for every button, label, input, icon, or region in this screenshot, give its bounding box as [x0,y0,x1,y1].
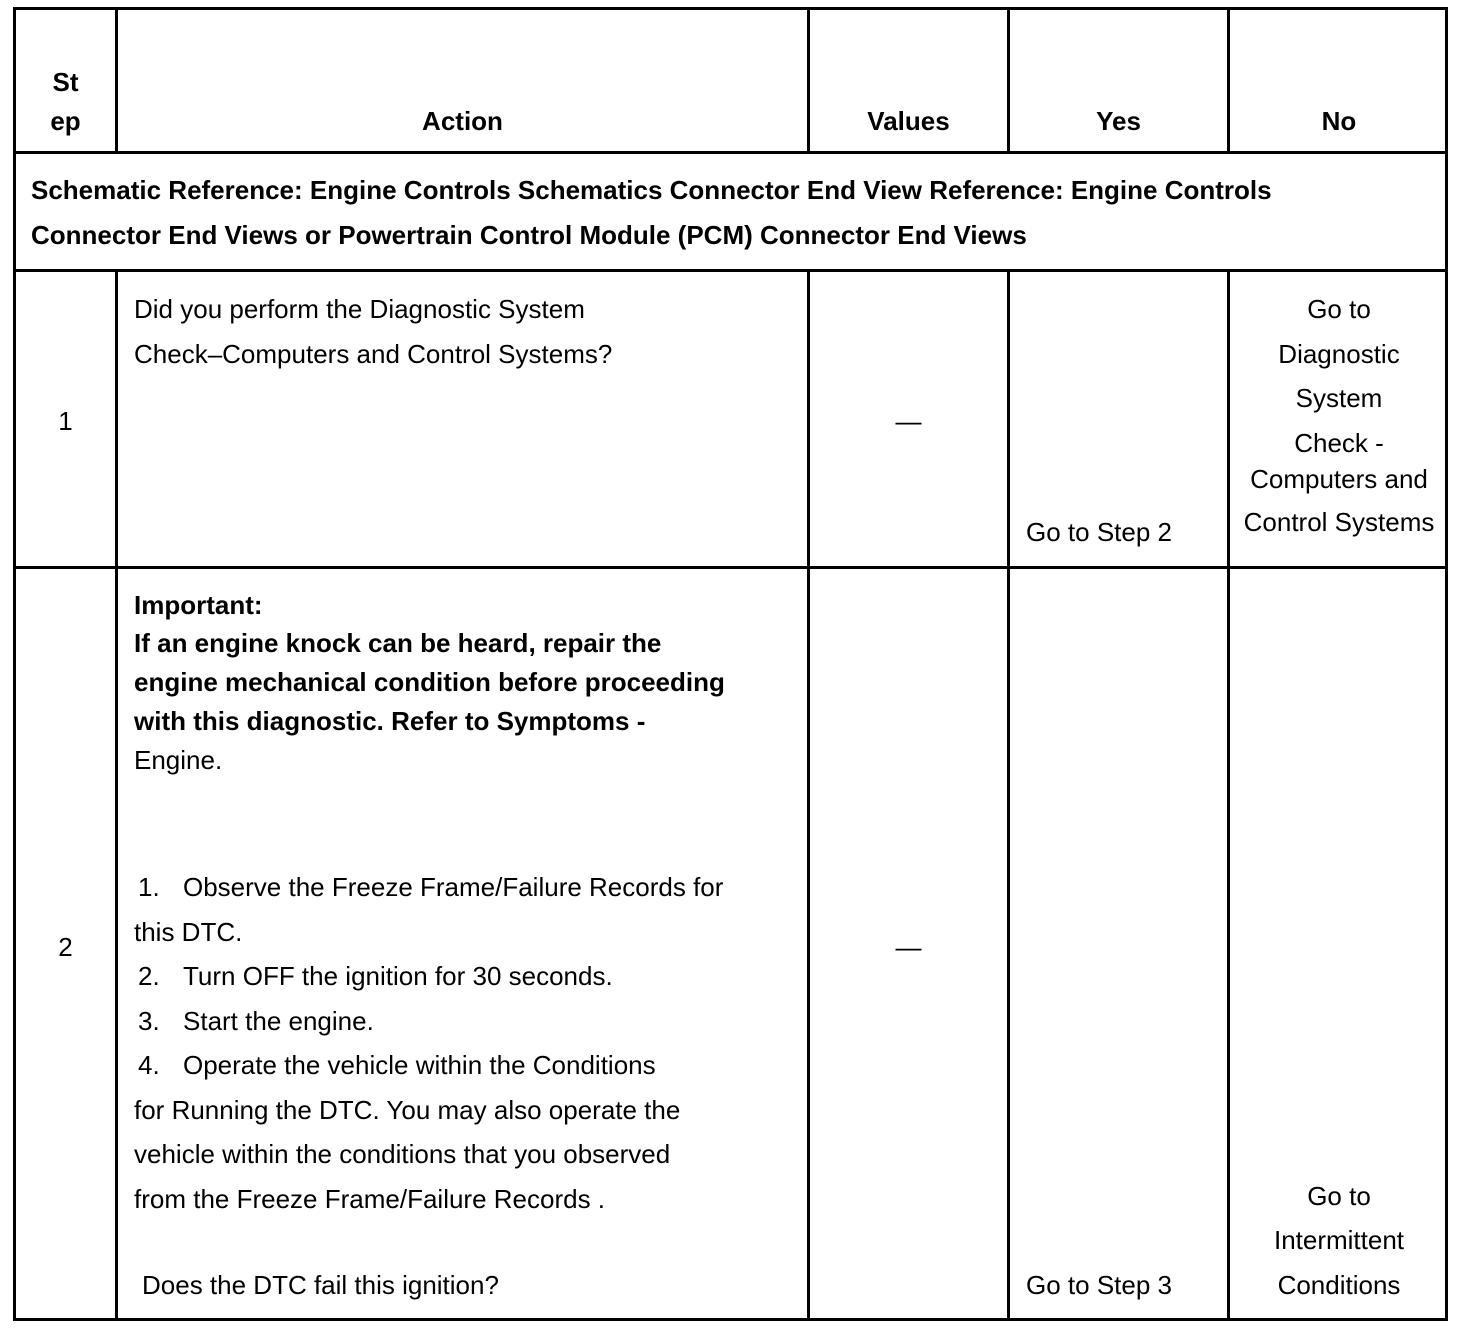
list-item-num-1: 1. [138,872,160,902]
row1-no-line2: Diagnostic [1278,339,1400,369]
header-no: No [1321,106,1357,136]
row2-step: 2 [58,932,73,962]
list-item-text-1: Observe the Freeze Frame/Failure Records for [183,872,724,902]
list-item-text-4b: for Running the DTC. You may also operate the [134,1095,681,1125]
row1-action-line2: Check–Computers and Control Systems? [134,339,613,369]
row2-yes: Go to Step 3 [1026,1270,1172,1300]
col-divider-values [1007,270,1010,1318]
list-item-num-4: 4. [138,1050,160,1080]
row1-no-line6: Control Systems [1243,507,1435,537]
row-divider [16,566,1445,569]
important-line-2: engine mechanical condition before proceeding [134,667,725,697]
important-line-4: Engine. [134,745,223,775]
row1-no-line1: Go to [1307,294,1371,324]
row2-no-line1: Go to [1307,1181,1371,1211]
reference-line-2: Connector End Views or Powertrain Control Module (PCM) Connector End Views [31,220,1027,250]
row1-values: — [895,406,922,436]
row2-values: — [895,932,922,962]
important-line-3: with this diagnostic. Refer to Symptoms - [134,706,646,736]
reference-line-1: Schematic Reference: Engine Controls Schematics Connector End View Reference: Engine Controls [31,175,1272,205]
col-divider-step [115,270,118,1318]
list-item-text-2: Turn OFF the ignition for 30 seconds. [183,961,613,991]
row1-no-line4: Check - [1294,428,1384,458]
list-item-text-4d: from the Freeze Frame/Failure Records . [134,1184,606,1214]
diagnostic-table [13,7,1448,1321]
row2-no-line3: Conditions [1277,1270,1401,1300]
important-line-1: If an engine knock can be heard, repair the [134,628,662,658]
row1-yes: Go to Step 2 [1026,517,1172,547]
row2-question: Does the DTC fail this ignition? [142,1270,499,1300]
row1-no-line3: System [1295,383,1383,413]
row1-step: 1 [58,406,73,436]
list-item-text-1b: this DTC. [134,917,243,947]
header-step-line2: ep [50,106,81,136]
reference-divider [16,269,1445,272]
list-item-num-3: 3. [138,1006,160,1036]
row1-action-line1: Did you perform the Diagnostic System [134,294,585,324]
header-action: Action [422,106,503,136]
row2-no-line2: Intermittent [1273,1225,1405,1255]
row1-no-line5: Computers and [1250,464,1428,494]
important-heading: Important: [134,590,263,620]
list-item-text-4: Operate the vehicle within the Conditions [183,1050,656,1080]
header-divider [16,151,1445,154]
list-item-text-4c: vehicle within the conditions that you observed [134,1139,671,1169]
list-item-text-3: Start the engine. [183,1006,374,1036]
header-yes: Yes [1096,106,1141,136]
list-item-num-2: 2. [138,961,160,991]
header-values: Values [867,106,950,136]
header-step-line1: St [52,67,79,97]
